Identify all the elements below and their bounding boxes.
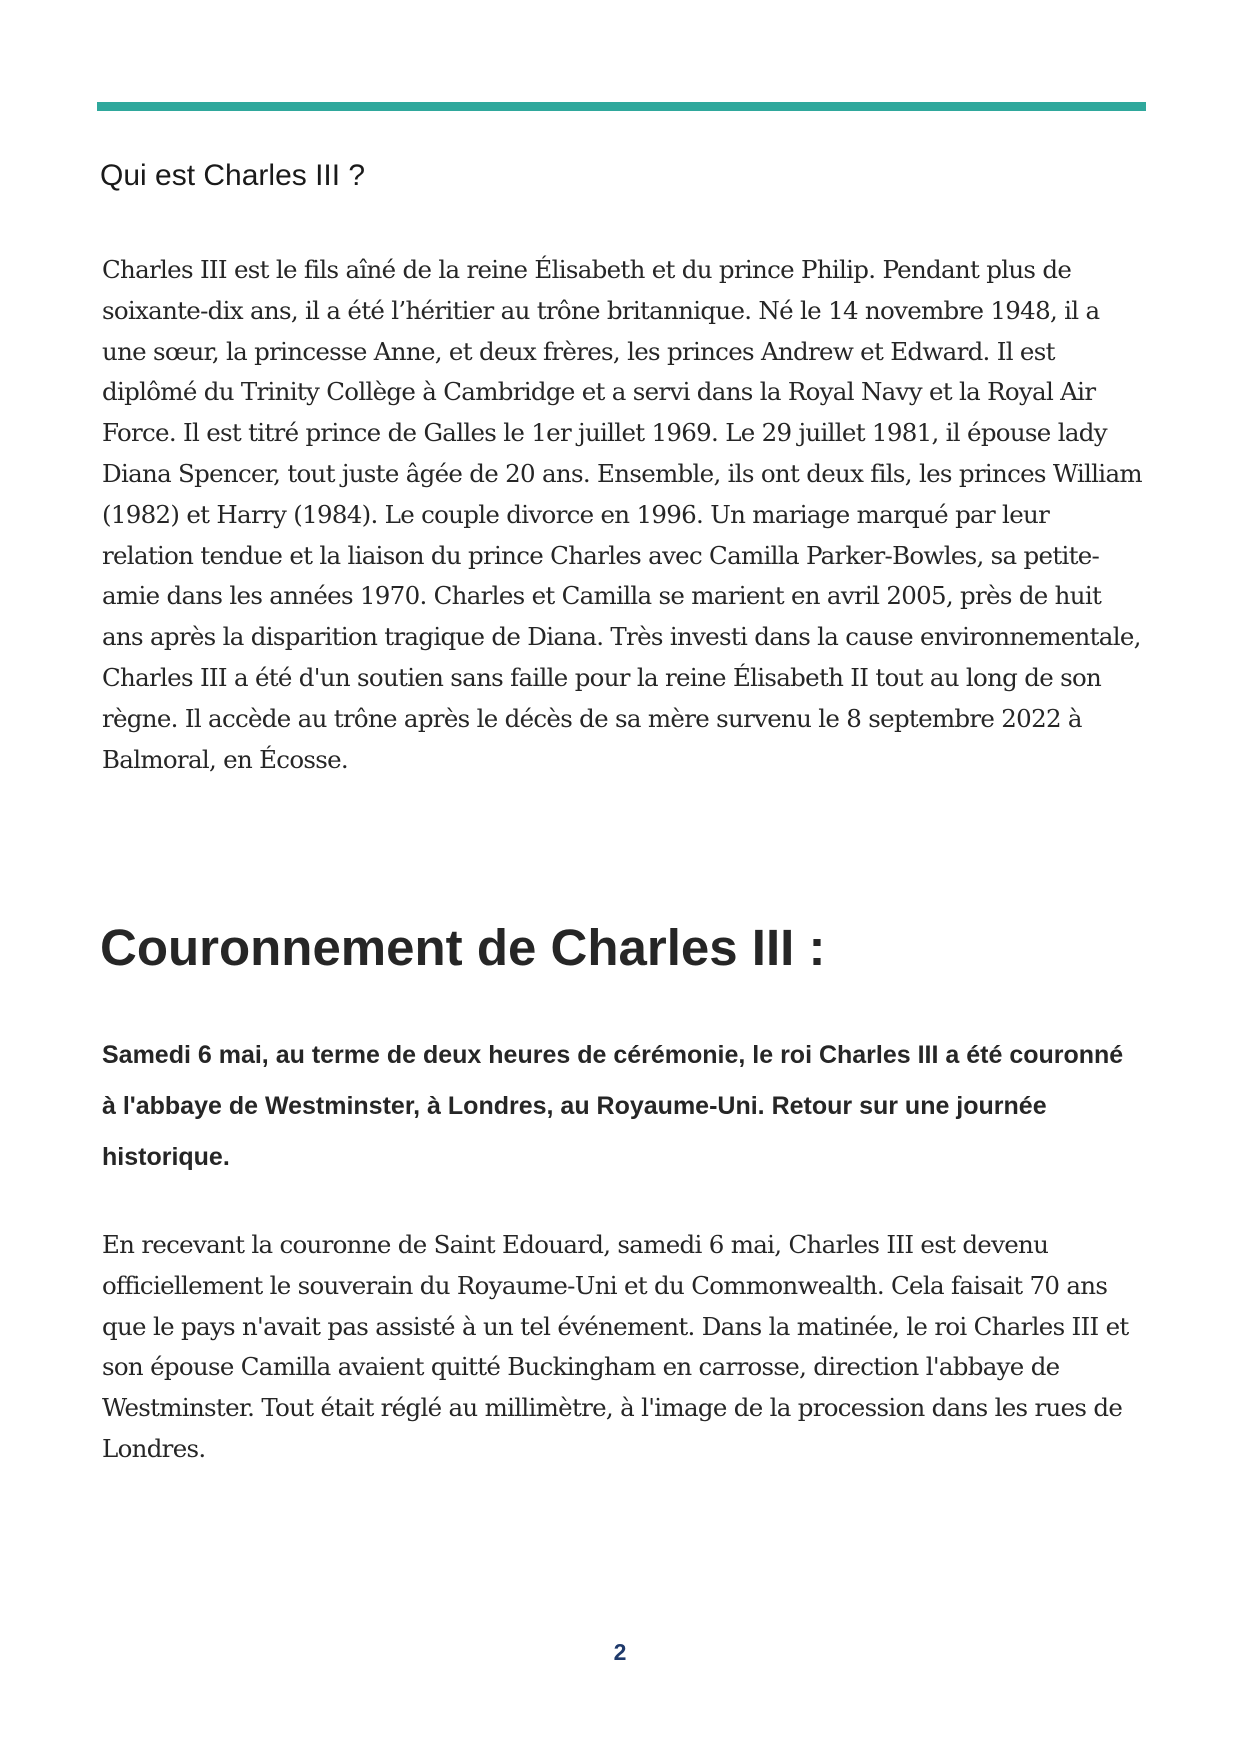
page-number: 2 (613, 1639, 627, 1665)
main-heading: Couronnement de Charles III : (100, 919, 826, 976)
lead-paragraph: Samedi 6 mai, au terme de deux heures de cérémonie, le roi Charles III a été couronné à l'abbaye de Westminster, à Londres, au Royaume-Uni. Retour sur une journée historique. (102, 1041, 1124, 1171)
biography-paragraph: Charles III est le fils aîné de la reine Élisabeth et du prince Philip. Pendant plus de soixante-dix ans, il a été l’héritier au trône britannique. Né le 14 novembre 1948, il a une sœur, la princesse Anne, et deux frères, les princes Andrew et Edward. Il est diplômé du Trinity Collège à Cambridge et a servi dans la Royal Navy et la Royal Air Force. Il est titré prince de Galles le 1er juillet 1969. Le 29 juillet 1981, il épouse lady Diana Spencer, tout juste âgée de 20 ans. Ensemble, ils ont deux fils, les princes William (1982) et Harry (1984). Le couple divorce en 1996. Un mariage marqué par leur relation tendue et la liaison du prince Charles avec Camilla Parker-Bowles, sa petite-amie dans les années 1970. Charles et Camilla se marient en avril 2005, près de huit ans après la disparition tragique de Diana. Très investi dans la cause environnementale, Charles III a été d'un soutien sans faille pour la reine Élisabeth II tout au long de son règne. Il accède au trône après le décès de sa mère survenu le 8 septembre 2022 à Balmoral, en Écosse. (102, 255, 1142, 774)
coronation-paragraph: En recevant la couronne de Saint Edouard, samedi 6 mai, Charles III est devenu officiellement le souverain du Royaume-Uni et du Commonwealth. Cela faisait 70 ans que le pays n'avait pas assisté à un tel événement. Dans la matinée, le roi Charles III et son épouse Camilla avaient quitté Buckingham en carrosse, direction l'abbaye de Westminster. Tout était réglé au millimètre, à l'image de la procession dans les rues de Londres. (102, 1230, 1129, 1463)
section-title: Qui est Charles III ? (100, 159, 366, 192)
header-rule (97, 102, 1146, 111)
